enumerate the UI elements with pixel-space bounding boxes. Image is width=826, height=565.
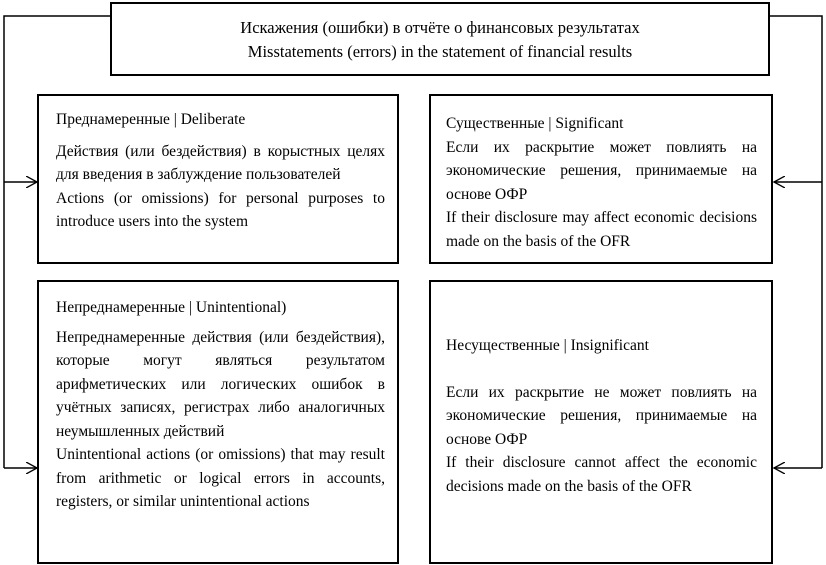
significant-text-en: If their disclosure may affect economic decisions made on the basis of the OFR: [446, 209, 757, 250]
root-title-en: Misstatements (errors) in the statement of financial results: [247, 42, 633, 61]
insignificant-title: Несущественные | Insignificant: [446, 337, 649, 354]
root-box: [110, 2, 770, 76]
deliberate-text-en: Actions (or omissions) for personal purposes to introduce users into the system: [56, 189, 385, 230]
insignificant-text-ru: Если их раскрытие не может повлиять на экономические решения, принимаемые на основе ОФР: [446, 383, 757, 448]
unintentional-text-en: Unintentional actions (or omissions) that may result from arithmetic or logical errors in accounts, registers, or similar unintentional actions: [56, 446, 385, 510]
significant-box: [429, 94, 773, 264]
root-title-ru: Искажения (ошибки) в отчёте о финансовых результатах: [240, 18, 640, 37]
unintentional-title: Непреднамеренные | Unintentional): [56, 299, 287, 316]
insignificant-text-en: If their disclosure cannot affect the economic decisions made on the basis of the OFR: [446, 454, 757, 495]
deliberate-text-ru: Действия (или бездействия) в корыстных целях для введения в заблуждение пользователей: [56, 142, 385, 183]
unintentional-box: [37, 280, 399, 564]
insignificant-box: [429, 280, 773, 564]
significant-title: Существенные | Significant: [446, 115, 624, 132]
significant-text-ru: Если их раскрытие может повлиять на экономические решения, принимаемые на основе ОФР: [446, 138, 757, 203]
right-connector-line: [770, 16, 822, 468]
deliberate-box: [37, 94, 399, 264]
unintentional-text-ru: Непреднамеренные действия (или бездействия), которые могут являться результатом арифметических или логических ошибок в учётных записях, регистрах либо аналогичных неумышленных действий: [56, 328, 385, 440]
deliberate-title: Преднамеренные | Deliberate: [56, 111, 246, 128]
